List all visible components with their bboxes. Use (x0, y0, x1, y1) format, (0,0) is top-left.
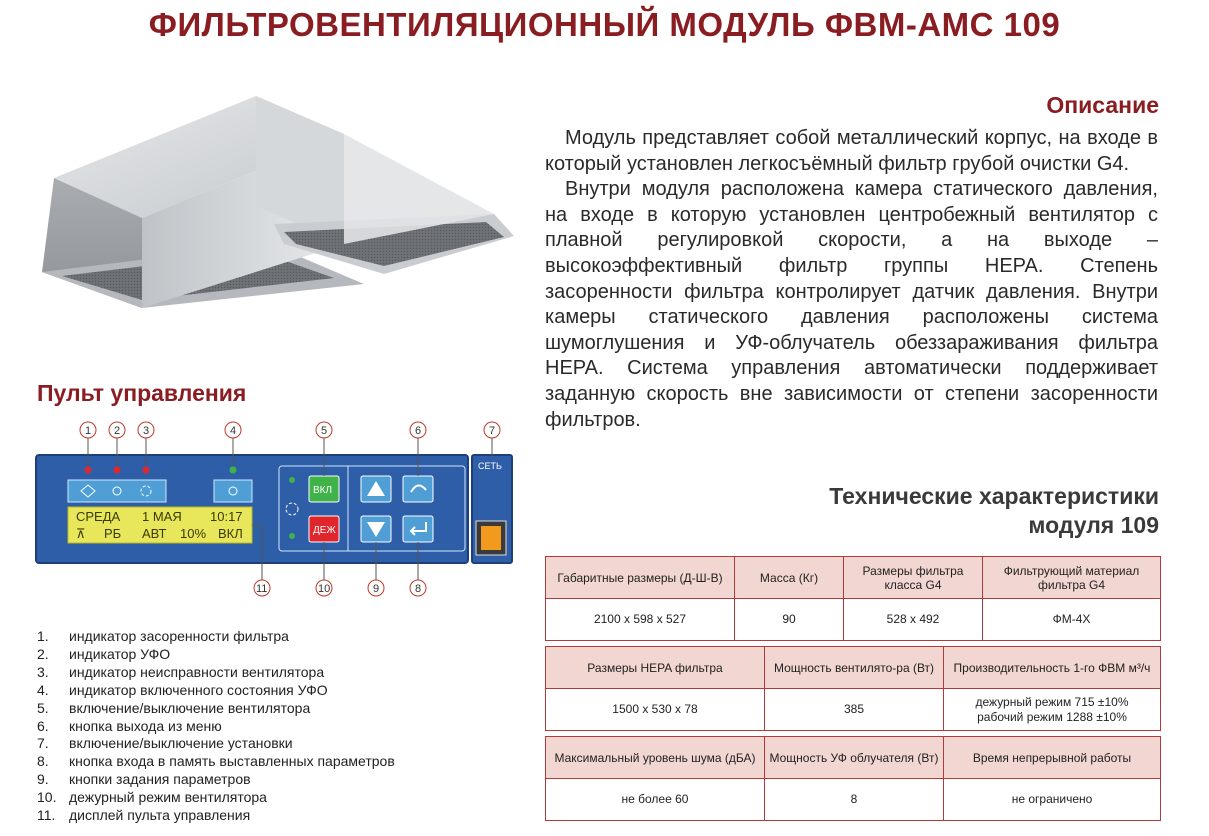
description-text (545, 126, 1158, 433)
table-header: Время непрерывной работы (944, 737, 1161, 779)
description-paragraph: Внутри модуля расположена камера статического давления, на входе в которую установлен центробежный вентилятор с плавной регулировкой скорости, а на выходе – высокоэффективный фильтр группы HEPA. Степень засоренности фильтра контролирует датчик давления. Внутри камеры статического давления расположены система шумоглушения и УФ-облучатель обеззараживания фильтра HEPA. Система управления автоматически поддерживает заданную скорость вне зависимости от степени засоренности фильтров. (545, 178, 1158, 431)
table-header: Мощность вентилято-ра (Вт) (765, 647, 944, 689)
table-cell: 8 (765, 779, 944, 821)
lcd-state: ВКЛ (218, 526, 243, 541)
specs-heading (829, 482, 1159, 540)
performance-duty: дежурный режим 715 ±10% (975, 694, 1129, 709)
table-cell: ФМ-4Х (983, 599, 1161, 641)
module-illustration (34, 94, 514, 330)
legend-item: 4. индикатор включенного состояния УФО (37, 681, 328, 698)
lcd-speed: 10% (180, 526, 207, 541)
specs-table-2 (545, 646, 1161, 731)
legend-item: 9. кнопки задания параметров (37, 771, 251, 788)
table-cell: 2100 х 598 х 527 (546, 599, 735, 641)
control-panel-heading: Пульт управления (37, 380, 247, 406)
table-header: Фильтрующий материал фильтра G4 (983, 557, 1161, 599)
table-header: Мощность УФ облучателя (Вт) (765, 737, 944, 779)
callout-8: 8 (415, 583, 422, 595)
lcd-date: 1 МАЯ (142, 509, 182, 524)
duty-button-label: ДЕЖ (313, 525, 336, 536)
filter-indicator (85, 467, 92, 474)
table-cell: не ограничено (944, 779, 1161, 821)
legend-item: 8. кнопка входа в память выставленных параметров (37, 753, 395, 770)
table-cell: 528 х 492 (844, 599, 983, 641)
table-header: Габаритные размеры (Д-Ш-В) (546, 557, 735, 599)
enter-button[interactable] (403, 516, 433, 542)
table-header: Максимальный уровень шума (дБА) (546, 737, 765, 779)
legend-item: 7. включение/выключение установки (37, 735, 293, 752)
legend-item: 3. индикатор неисправности вентилятора (37, 663, 325, 680)
on-button-label: ВКЛ (313, 485, 333, 496)
table-cell (944, 689, 1161, 731)
network-switch[interactable] (481, 526, 501, 550)
description-heading: Описание (1046, 92, 1159, 118)
legend-item: 11. дисплей пульта управления (37, 807, 251, 824)
page-title: ФИЛЬТРОВЕНТИЛЯЦИОННЫЙ МОДУЛЬ ФВМ-АМС 109 (148, 6, 1061, 43)
exit-menu-button[interactable] (403, 476, 433, 502)
legend-item: 6. кнопка выхода из меню (37, 717, 222, 734)
description-paragraph: Модуль представляет собой металлический корпус, на входе в который установлен легкосъёмный фильтр грубой очистки G4. (545, 127, 1158, 175)
lcd-tilde-icon: ⊼ (76, 526, 86, 541)
callout-3: 3 (143, 425, 150, 437)
lcd-time: 10:17 (210, 509, 243, 524)
specs-table-3 (545, 736, 1161, 821)
specs-heading-line: Технические характеристики (829, 483, 1159, 509)
table-header: Производительность 1-го ФВМ м³/ч (944, 647, 1161, 689)
fan-fault-indicator (143, 467, 150, 474)
table-header: Масса (Кг) (735, 557, 844, 599)
legend-item: 5. включение/выключение вентилятора (37, 699, 311, 716)
callout-11: 11 (256, 583, 268, 595)
callout-2: 2 (114, 425, 121, 437)
table-header: Размеры фильтра класса G4 (844, 557, 983, 599)
uv-on-indicator (230, 467, 237, 474)
control-panel-diagram (30, 418, 520, 600)
callout-7: 7 (489, 425, 496, 437)
table-header: Размеры HEPA фильтра (546, 647, 765, 689)
callout-1: 1 (85, 425, 92, 437)
table-cell: 90 (735, 599, 844, 641)
legend-item: 10. дежурный режим вентилятора (37, 789, 267, 806)
callout-4: 4 (230, 425, 237, 437)
table-cell: не более 60 (546, 779, 765, 821)
lcd-mode: РБ (104, 526, 122, 541)
table-cell: 385 (765, 689, 944, 731)
uv-indicator (114, 467, 121, 474)
legend-item: 2. индикатор УФО (37, 645, 171, 662)
table-cell: 1500 х 530 х 78 (546, 689, 765, 731)
callout-6: 6 (415, 425, 422, 437)
network-label: СЕТЬ (478, 461, 502, 471)
specs-table-1 (545, 556, 1161, 641)
legend-item: 1. индикатор засоренности фильтра (37, 628, 289, 644)
callout-9: 9 (373, 583, 380, 595)
lcd-auto: АВТ (142, 526, 167, 541)
lcd-day: СРЕДА (76, 509, 121, 524)
callout-10: 10 (318, 583, 331, 595)
performance-work: рабочий режим 1288 ±10% (977, 709, 1127, 724)
control-panel-legend (37, 628, 395, 825)
callout-5: 5 (321, 425, 328, 437)
specs-heading-line: модуля 109 (1028, 512, 1159, 538)
